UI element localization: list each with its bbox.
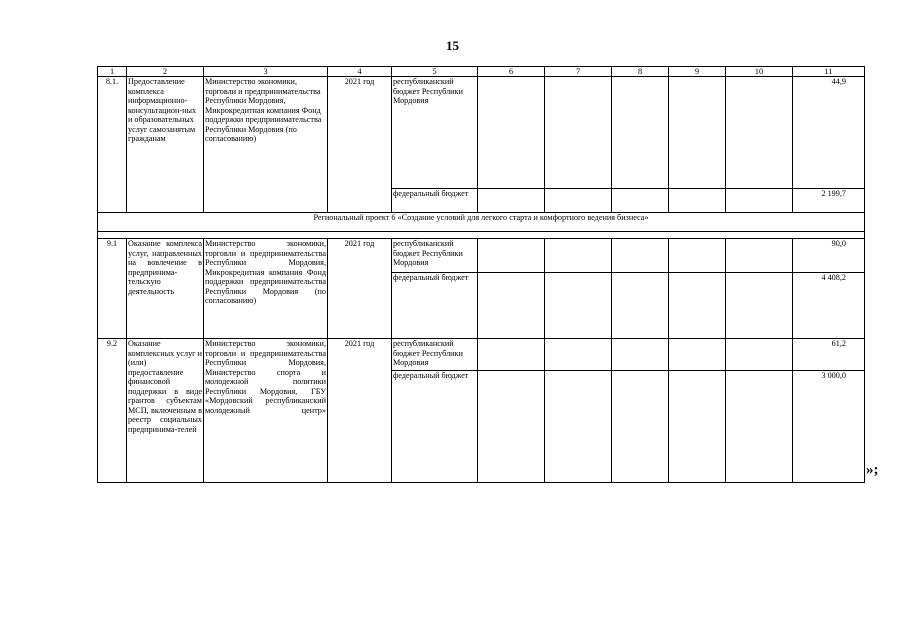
row-number: 8.1. (98, 77, 127, 213)
empty-cell (98, 232, 865, 239)
empty-cell (478, 77, 545, 189)
empty-cell (669, 189, 726, 213)
column-header: 6 (478, 67, 545, 77)
executor-cell: Министерство экономики, торговли и предпринимательства Республики Мордовия, Микрокредитная компания Фонд поддержки предпринимательства Республики Мордовия (по согласованию) (204, 239, 328, 339)
column-header: 5 (392, 67, 478, 77)
year-cell: 2021 год (328, 239, 392, 339)
empty-cell (726, 239, 793, 273)
empty-cell (545, 239, 612, 273)
column-header: 3 (204, 67, 328, 77)
empty-cell (669, 239, 726, 273)
amount-cell: 44,9 (793, 77, 865, 189)
budget-source: республиканский бюджет Республики Мордовия (392, 239, 478, 273)
row-number: 9.1 (98, 239, 127, 339)
column-header: 9 (669, 67, 726, 77)
measure-name: Оказание комплекса услуг, направленных на вовлечение в предпринима-тельскую деятельность (127, 239, 204, 339)
executor-cell: Министерство экономики, торговли и предпринимательства Республики Мордовия, Министерство спорта и молодежной политики Республики Мордовия, ГБУ «Мордовский республиканский молодежный центр» (204, 339, 328, 483)
empty-cell (478, 239, 545, 273)
column-numbers-row (98, 67, 865, 77)
budget-source: федеральный бюджет (392, 371, 478, 483)
budget-source: федеральный бюджет (392, 189, 478, 213)
empty-cell (478, 371, 545, 483)
year-cell: 2021 год (328, 339, 392, 483)
section-title: Региональный проект 6 «Создание условий для легкого старта и комфортного ведения бизнеса» (98, 213, 865, 232)
empty-cell (726, 189, 793, 213)
empty-cell (612, 189, 669, 213)
column-header: 7 (545, 67, 612, 77)
section-row (98, 213, 865, 232)
column-header: 2 (127, 67, 204, 77)
amount-cell: 3 000,0 (793, 371, 865, 483)
table-row (98, 239, 865, 273)
budget-source: федеральный бюджет (392, 273, 478, 339)
empty-cell (478, 189, 545, 213)
executor-cell: Министерство экономики, торговли и предпринимательства Республики Мордовия, Микрокредитная компания Фонд поддержки предпринимательства Республики Мордовия (по согласованию) (204, 77, 328, 213)
empty-cell (612, 77, 669, 189)
amount-cell: 4 408,2 (793, 273, 865, 339)
column-header: 1 (98, 67, 127, 77)
empty-cell (545, 273, 612, 339)
row-number: 9.2 (98, 339, 127, 483)
empty-cell (669, 339, 726, 371)
empty-cell (726, 273, 793, 339)
empty-cell (612, 371, 669, 483)
closing-quote-mark: »; (866, 462, 879, 478)
column-header: 4 (328, 67, 392, 77)
empty-cell (612, 339, 669, 371)
empty-cell (669, 273, 726, 339)
budget-source: республиканский бюджет Республики Мордовия (392, 339, 478, 371)
column-header: 10 (726, 67, 793, 77)
spacer-row (98, 232, 865, 239)
measure-name: Предоставление комплекса информационно-консультацион-ных и образовательных услуг самозанятым гражданам (127, 77, 204, 213)
empty-cell (545, 77, 612, 189)
empty-cell (545, 371, 612, 483)
empty-cell (669, 371, 726, 483)
page-number: 15 (446, 38, 459, 53)
budget-source: республиканский бюджет Республики Мордовия (392, 77, 478, 189)
empty-cell (478, 273, 545, 339)
table-row (98, 339, 865, 371)
empty-cell (612, 239, 669, 273)
empty-cell (726, 77, 793, 189)
empty-cell (545, 189, 612, 213)
year-cell: 2021 год (328, 77, 392, 213)
empty-cell (478, 339, 545, 371)
empty-cell (612, 273, 669, 339)
empty-cell (726, 339, 793, 371)
amount-cell: 61,2 (793, 339, 865, 371)
empty-cell (545, 339, 612, 371)
amount-cell: 90,0 (793, 239, 865, 273)
program-table (97, 66, 865, 483)
amount-cell: 2 199,7 (793, 189, 865, 213)
column-header: 11 (793, 67, 865, 77)
column-header: 8 (612, 67, 669, 77)
measure-name: Оказание комплексных услуг и (или) предоставление финансовой поддержки в виде грантов субъектам МСП, включенным в реестр социальных предпринима-телей (127, 339, 204, 483)
empty-cell (669, 77, 726, 189)
empty-cell (726, 371, 793, 483)
table-row (98, 77, 865, 189)
